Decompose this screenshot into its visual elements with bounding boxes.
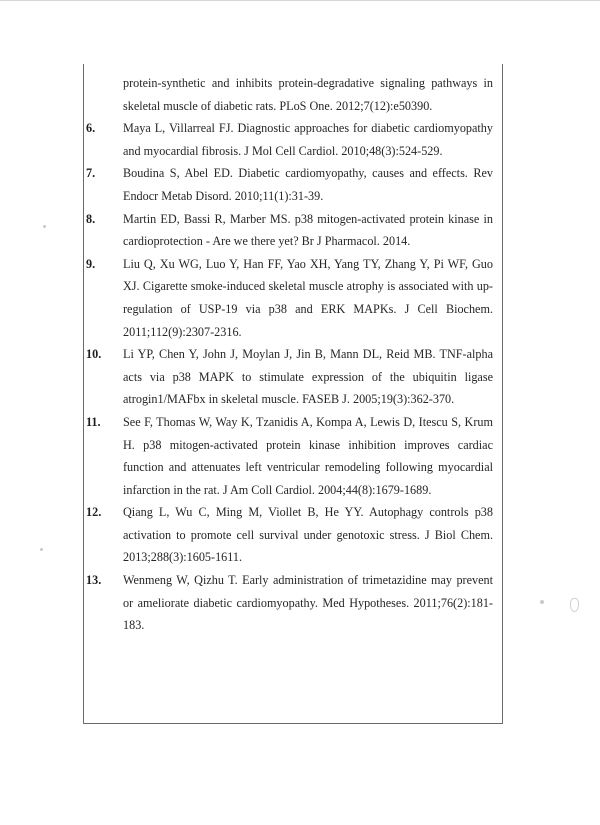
reference-list [86,72,501,637]
reference-number: 13. [86,573,102,588]
reference-text: See F, Thomas W, Way K, Tzanidis A, Kompa A, Lewis D, Itescu S, Krum H. p38 mitogen-activated protein kinase inhibition improves cardiac function and attenuates left ventricular remodeling following myocardial infarction in the rat. J Am Coll Cardiol. 2004;44(8):1679-1689. [123,414,493,497]
reference-entry [86,501,501,569]
reference-entry [86,343,501,411]
reference-number: 12. [86,505,102,520]
reference-number: 9. [86,256,96,271]
reference-text: Maya L, Villarreal FJ. Diagnostic approaches for diabetic cardiomyopathy and myocardial fibrosis. J Mol Cell Cardiol. 2010;48(3):524-529. [123,121,493,158]
scan-speck [540,600,544,604]
reference-text: Martin ED, Bassi R, Marber MS. p38 mitogen-activated protein kinase in cardioprotection - Are we there yet? Br J Pharmacol. 2014. [123,211,493,249]
reference-entry [86,208,501,253]
reference-entry [86,569,501,637]
scan-blot [570,598,579,612]
scan-speck [43,225,46,228]
reference-entry [86,253,501,343]
reference-entry [86,411,501,501]
reference-text: Wenmeng W, Qizhu T. Early administration of trimetazidine may prevent or ameliorate diabetic cardiomyopathy. Med Hypotheses. 2011;76(2):181-183. [123,573,493,633]
scan-top-edge [0,0,600,1]
reference-entry-continued [86,72,501,117]
reference-entry [86,117,501,162]
scan-speck [40,548,43,551]
reference-text: Liu Q, Xu WG, Luo Y, Han FF, Yao XH, Yang TY, Zhang Y, Pi WF, Guo XJ. Cigarette smoke-induced skeletal muscle atrophy is associated with up-regulation of USP-19 via p38 and ERK MAPKs. J Cell Biochem. 2011;112(9):2307-2316. [123,256,493,339]
reference-number: 8. [86,211,96,226]
reference-number: 10. [86,347,102,362]
reference-entry [86,162,501,207]
reference-text: Boudina S, Abel ED. Diabetic cardiomyopathy, causes and effects. Rev Endocr Metab Disord. 2010;11(1):31-39. [123,166,493,203]
reference-text: Li YP, Chen Y, John J, Moylan J, Jin B, Mann DL, Reid MB. TNF-alpha acts via p38 MAPK to stimulate expression of the ubiquitin ligase atrogin1/MAFbx in skeletal muscle. FASEB J. 2005;19(3):362-370. [123,347,493,407]
reference-text: Qiang L, Wu C, Ming M, Viollet B, He YY. Autophagy controls p38 activation to promote cell survival under genotoxic stress. J Biol Chem. 2013;288(3):1605-1611. [123,505,493,565]
reference-number: 11. [86,414,101,429]
reference-text: protein-synthetic and inhibits protein-degradative signaling pathways in skeletal muscle of diabetic rats. PLoS One. 2012;7(12):e50390. [123,76,493,113]
reference-number: 6. [86,121,96,136]
reference-number: 7. [86,166,96,181]
